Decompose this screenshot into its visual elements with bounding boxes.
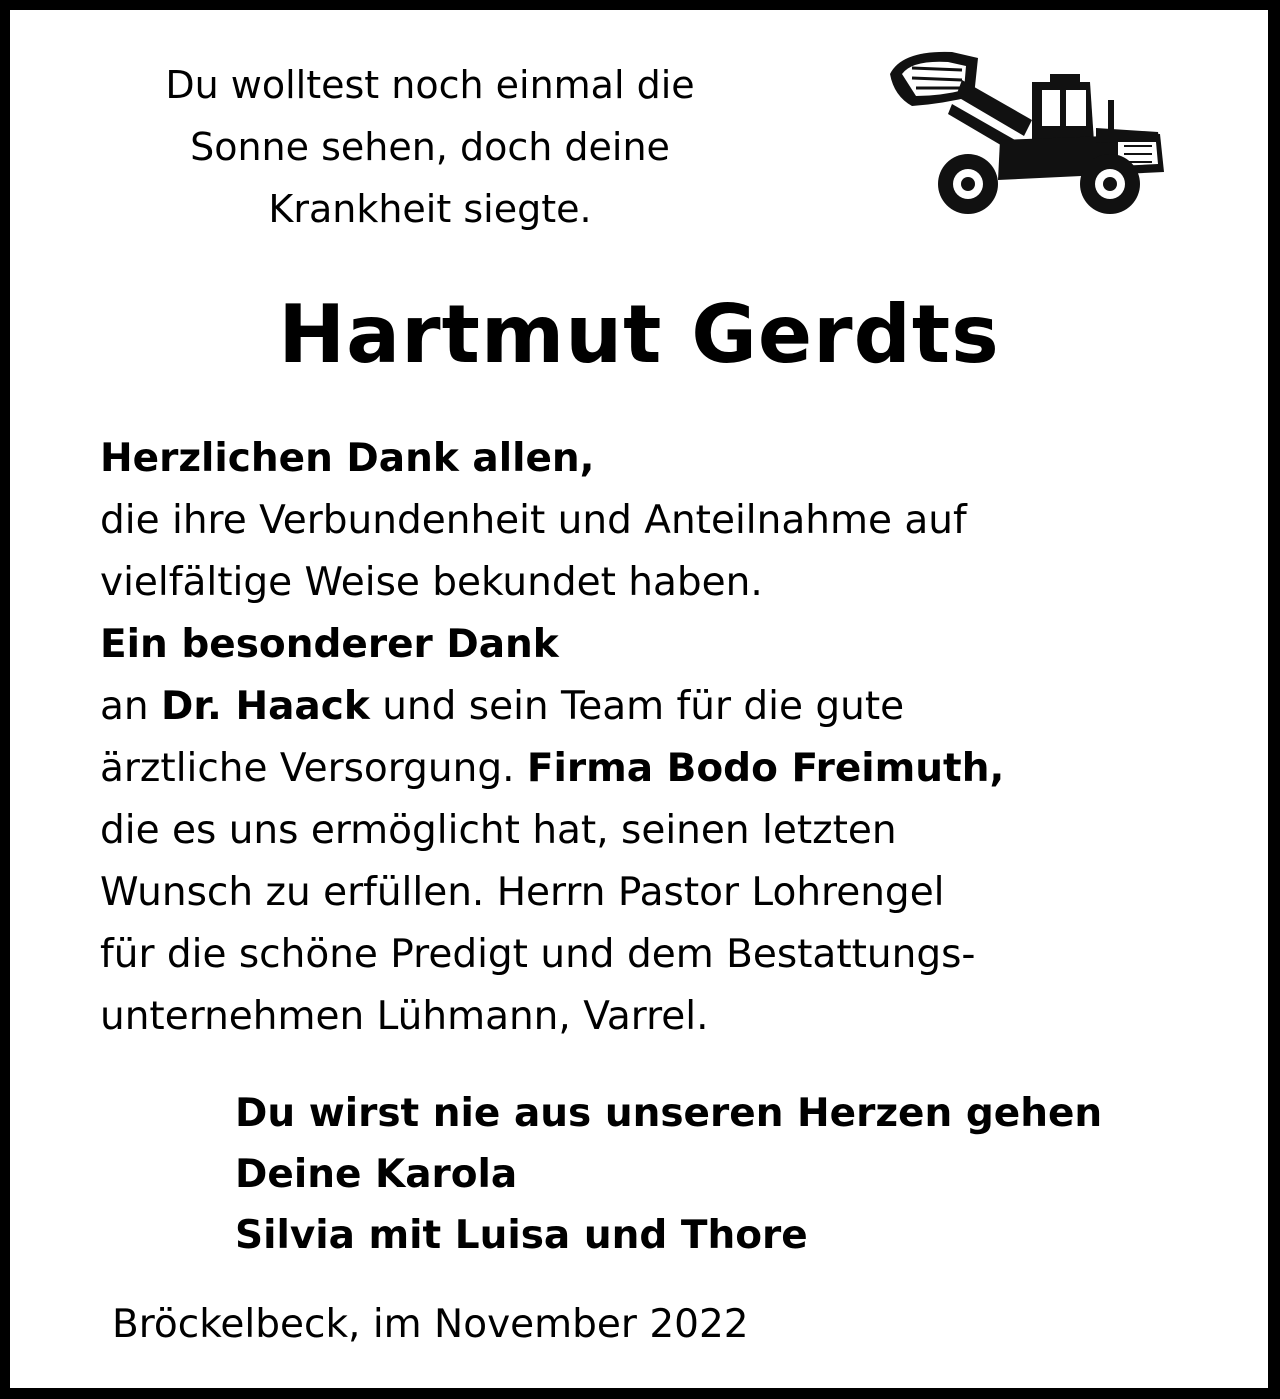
deceased-name: Hartmut Gerdts [278, 288, 1000, 381]
doctor-name: Dr. Haack [161, 684, 370, 729]
special-thanks-heading: Ein besonderer Dank [100, 622, 559, 667]
memorial-poem [70, 54, 790, 240]
thanks-line: die es uns ermöglicht hat, seinen letzten [100, 808, 897, 853]
poem-line: Sonne sehen, doch deine [190, 125, 670, 169]
poem-line: Du wolltest noch einmal die [165, 63, 695, 107]
thanks-line: Wunsch zu erfüllen. Herrn Pastor Lohrengel [100, 870, 945, 915]
wheel-loader-icon [882, 44, 1167, 216]
thanks-text-part: ärztliche Versorgung. [100, 746, 527, 791]
thanks-line: unternehmen Lühmann, Varrel. [100, 994, 709, 1039]
thanks-text [100, 428, 1210, 1048]
company-name: Firma Bodo Freimuth, [526, 746, 1005, 791]
thanks-line: für die schöne Predigt und dem Bestattungs- [100, 932, 976, 977]
poem-line: Krankheit siegte. [268, 187, 592, 231]
thanks-line [100, 738, 1210, 800]
signature-line: Du wirst nie aus unseren Herzen gehen [235, 1091, 1103, 1136]
thanks-heading: Herzlichen Dank allen, [100, 436, 595, 481]
place-date: Bröckelbeck, im November 2022 [112, 1302, 749, 1347]
thanks-text-part: und sein Team für die gute [369, 684, 905, 729]
signature-line: Deine Karola [235, 1152, 518, 1197]
thanks-text-part: an [100, 684, 162, 729]
thanks-line: vielfältige Weise bekundet haben. [100, 560, 763, 605]
signature-line: Silvia mit Luisa und Thore [235, 1213, 808, 1258]
thanks-line: die ihre Verbundenheit und Anteilnahme auf [100, 498, 967, 543]
thanks-line [100, 676, 1210, 738]
signature-block [235, 1083, 1102, 1266]
notice-frame [10, 10, 1268, 1388]
